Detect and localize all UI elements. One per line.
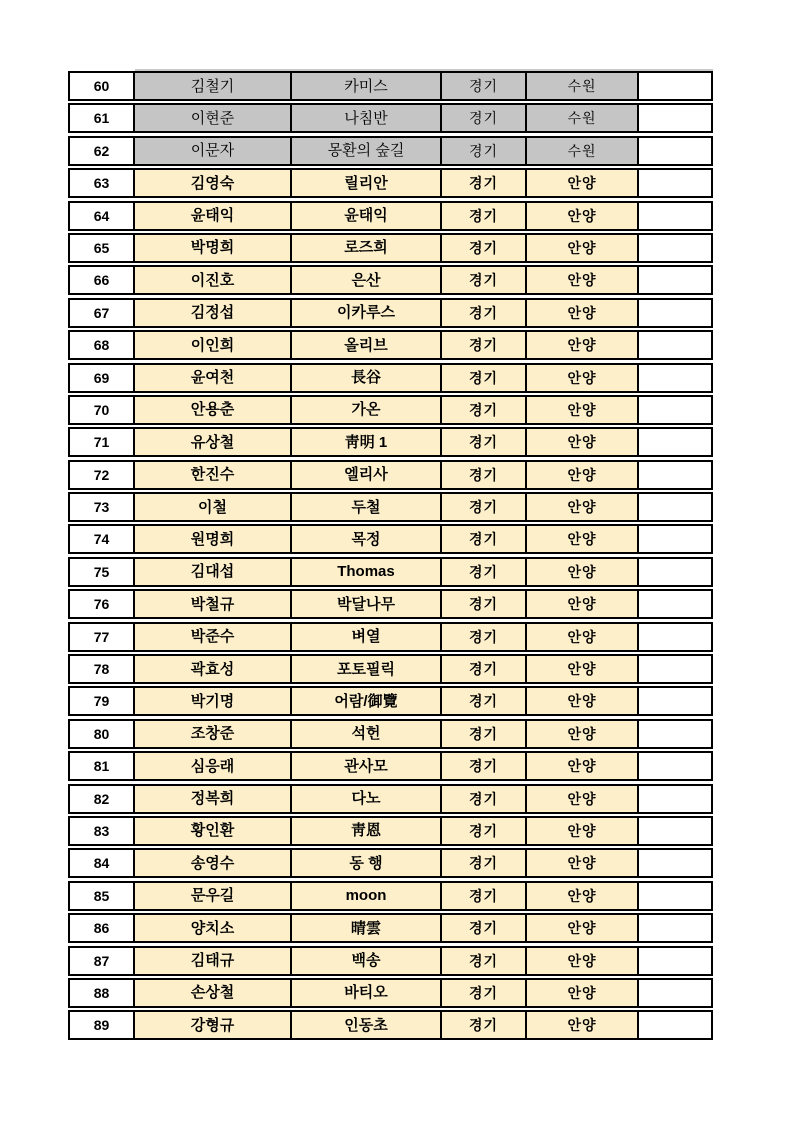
cell-nickname: 晴雲 (290, 913, 440, 943)
cell-note (637, 265, 713, 295)
cell-nickname: 두철 (290, 492, 440, 522)
cell-no: 89 (68, 1010, 133, 1040)
cell-nickname: 가온 (290, 395, 440, 425)
cell-nickname: 靑恩 (290, 816, 440, 846)
cell-note (637, 719, 713, 749)
cell-nickname: 은산 (290, 265, 440, 295)
cell-no: 74 (68, 524, 133, 554)
cell-city: 안양 (525, 363, 637, 393)
cell-no: 66 (68, 265, 133, 295)
cell-nickname: 동 행 (290, 848, 440, 878)
cell-region: 경기 (440, 395, 525, 425)
cell-region: 경기 (440, 524, 525, 554)
cell-no: 81 (68, 751, 133, 781)
cell-note (637, 848, 713, 878)
cell-region: 경기 (440, 848, 525, 878)
cell-name: 조창준 (133, 719, 290, 749)
cell-name: 심응래 (133, 751, 290, 781)
cell-region: 경기 (440, 978, 525, 1008)
cell-name: 박명희 (133, 233, 290, 263)
cell-note (637, 395, 713, 425)
cell-region: 경기 (440, 557, 525, 587)
cell-note (637, 460, 713, 490)
roster-table (68, 71, 713, 1043)
cell-note (637, 978, 713, 1008)
cell-nickname: 로즈희 (290, 233, 440, 263)
cell-nickname: 靑明 1 (290, 427, 440, 457)
cell-city: 수원 (525, 71, 637, 101)
cell-no: 68 (68, 330, 133, 360)
cell-city: 안양 (525, 460, 637, 490)
cell-no: 75 (68, 557, 133, 587)
cell-name: 문우길 (133, 881, 290, 911)
cell-nickname: 인동초 (290, 1010, 440, 1040)
cell-no: 71 (68, 427, 133, 457)
cell-region: 경기 (440, 201, 525, 231)
cell-nickname: 백송 (290, 946, 440, 976)
cell-city: 안양 (525, 524, 637, 554)
cell-city: 안양 (525, 978, 637, 1008)
cell-no: 62 (68, 136, 133, 166)
cell-city: 수원 (525, 136, 637, 166)
cell-note (637, 233, 713, 263)
table-row (68, 848, 713, 878)
cell-name: 박준수 (133, 622, 290, 652)
cell-name: 유상철 (133, 427, 290, 457)
cell-city: 안양 (525, 427, 637, 457)
table-row (68, 201, 713, 231)
cell-region: 경기 (440, 622, 525, 652)
table-row (68, 686, 713, 716)
cell-region: 경기 (440, 816, 525, 846)
cell-note (637, 363, 713, 393)
cell-no: 73 (68, 492, 133, 522)
cell-name: 양치소 (133, 913, 290, 943)
cell-nickname: 박달나무 (290, 589, 440, 619)
cell-region: 경기 (440, 233, 525, 263)
cell-note (637, 784, 713, 814)
cell-nickname: 바티오 (290, 978, 440, 1008)
cell-name: 이철 (133, 492, 290, 522)
cell-city: 안양 (525, 395, 637, 425)
cell-region: 경기 (440, 460, 525, 490)
cell-region: 경기 (440, 751, 525, 781)
cell-city: 안양 (525, 654, 637, 684)
cell-name: 안용춘 (133, 395, 290, 425)
table-row (68, 751, 713, 781)
cell-city: 안양 (525, 751, 637, 781)
cell-city: 안양 (525, 492, 637, 522)
cell-city: 안양 (525, 589, 637, 619)
cell-city: 안양 (525, 946, 637, 976)
cell-name: 정복희 (133, 784, 290, 814)
cell-region: 경기 (440, 330, 525, 360)
cell-region: 경기 (440, 168, 525, 198)
cell-nickname: 관사모 (290, 751, 440, 781)
table-row (68, 103, 713, 133)
cell-note (637, 330, 713, 360)
table-row (68, 136, 713, 166)
cell-note (637, 686, 713, 716)
cell-city: 수원 (525, 103, 637, 133)
cell-no: 85 (68, 881, 133, 911)
table-row (68, 1010, 713, 1040)
cell-city: 안양 (525, 557, 637, 587)
cell-city: 안양 (525, 686, 637, 716)
cell-note (637, 654, 713, 684)
cell-note (637, 751, 713, 781)
cell-region: 경기 (440, 427, 525, 457)
cell-region: 경기 (440, 298, 525, 328)
table-row (68, 492, 713, 522)
cell-nickname: 석헌 (290, 719, 440, 749)
table-row (68, 654, 713, 684)
cell-note (637, 622, 713, 652)
cell-nickname: 목정 (290, 524, 440, 554)
cell-note (637, 71, 713, 101)
cell-name: 김정섭 (133, 298, 290, 328)
cell-no: 77 (68, 622, 133, 652)
cell-region: 경기 (440, 136, 525, 166)
cell-region: 경기 (440, 363, 525, 393)
cell-name: 김대섭 (133, 557, 290, 587)
cell-no: 79 (68, 686, 133, 716)
cell-name: 이문자 (133, 136, 290, 166)
cell-region: 경기 (440, 103, 525, 133)
table-row (68, 816, 713, 846)
table-row (68, 719, 713, 749)
cell-nickname: 몽환의 숲길 (290, 136, 440, 166)
cell-region: 경기 (440, 686, 525, 716)
cell-city: 안양 (525, 784, 637, 814)
cell-name: 송영수 (133, 848, 290, 878)
cell-nickname: 카미스 (290, 71, 440, 101)
cell-no: 70 (68, 395, 133, 425)
cell-name: 김태규 (133, 946, 290, 976)
cell-nickname: 엘리사 (290, 460, 440, 490)
table-row (68, 233, 713, 263)
cell-city: 안양 (525, 913, 637, 943)
cell-region: 경기 (440, 265, 525, 295)
table-row (68, 913, 713, 943)
cell-name: 김영숙 (133, 168, 290, 198)
cell-note (637, 427, 713, 457)
cell-city: 안양 (525, 201, 637, 231)
cell-name: 황인환 (133, 816, 290, 846)
cell-city: 안양 (525, 719, 637, 749)
cell-region: 경기 (440, 1010, 525, 1040)
cell-note (637, 201, 713, 231)
cell-city: 안양 (525, 298, 637, 328)
cell-region: 경기 (440, 784, 525, 814)
cell-note (637, 913, 713, 943)
cell-city: 안양 (525, 168, 637, 198)
cell-name: 한진수 (133, 460, 290, 490)
table-row (68, 363, 713, 393)
table-row (68, 557, 713, 587)
cell-no: 82 (68, 784, 133, 814)
cell-no: 87 (68, 946, 133, 976)
cell-city: 안양 (525, 622, 637, 652)
table-row (68, 524, 713, 554)
table-row (68, 460, 713, 490)
cell-name: 윤여천 (133, 363, 290, 393)
cell-name: 원명희 (133, 524, 290, 554)
table-row (68, 395, 713, 425)
cell-nickname: 어람/御覽 (290, 686, 440, 716)
cell-no: 84 (68, 848, 133, 878)
cell-no: 78 (68, 654, 133, 684)
cell-city: 안양 (525, 265, 637, 295)
cell-nickname: 올리브 (290, 330, 440, 360)
table-row (68, 427, 713, 457)
cell-no: 76 (68, 589, 133, 619)
cell-name: 윤태익 (133, 201, 290, 231)
table-row (68, 265, 713, 295)
cell-no: 80 (68, 719, 133, 749)
cell-nickname: 벼열 (290, 622, 440, 652)
table-row (68, 71, 713, 101)
cell-region: 경기 (440, 881, 525, 911)
cell-city: 안양 (525, 330, 637, 360)
cell-city: 안양 (525, 881, 637, 911)
cell-note (637, 946, 713, 976)
cell-no: 64 (68, 201, 133, 231)
cell-no: 69 (68, 363, 133, 393)
cell-note (637, 816, 713, 846)
cell-name: 이인희 (133, 330, 290, 360)
table-row (68, 589, 713, 619)
cell-city: 안양 (525, 816, 637, 846)
table-row (68, 881, 713, 911)
cell-nickname: 長谷 (290, 363, 440, 393)
cell-city: 안양 (525, 848, 637, 878)
cell-no: 83 (68, 816, 133, 846)
cell-note (637, 298, 713, 328)
cell-no: 72 (68, 460, 133, 490)
cell-city: 안양 (525, 1010, 637, 1040)
table-row (68, 330, 713, 360)
cell-note (637, 557, 713, 587)
table-row (68, 784, 713, 814)
cell-note (637, 103, 713, 133)
cell-note (637, 168, 713, 198)
cell-nickname: 나침반 (290, 103, 440, 133)
cell-city: 안양 (525, 233, 637, 263)
cell-no: 67 (68, 298, 133, 328)
cell-no: 86 (68, 913, 133, 943)
cell-nickname: moon (290, 881, 440, 911)
cell-region: 경기 (440, 654, 525, 684)
cell-region: 경기 (440, 492, 525, 522)
table-row (68, 168, 713, 198)
cell-nickname: 이카루스 (290, 298, 440, 328)
cell-name: 이진호 (133, 265, 290, 295)
cell-region: 경기 (440, 589, 525, 619)
cell-note (637, 136, 713, 166)
cell-no: 61 (68, 103, 133, 133)
cell-note (637, 524, 713, 554)
table-row (68, 978, 713, 1008)
table-row (68, 622, 713, 652)
cell-name: 이현준 (133, 103, 290, 133)
cell-region: 경기 (440, 946, 525, 976)
cell-no: 60 (68, 71, 133, 101)
cell-note (637, 881, 713, 911)
cell-note (637, 492, 713, 522)
cell-no: 63 (68, 168, 133, 198)
cell-nickname: 다노 (290, 784, 440, 814)
cell-name: 김철기 (133, 71, 290, 101)
table-row (68, 298, 713, 328)
cell-nickname: 포토필릭 (290, 654, 440, 684)
cell-nickname: Thomas (290, 557, 440, 587)
cell-nickname: 릴리안 (290, 168, 440, 198)
cell-note (637, 1010, 713, 1040)
cell-nickname: 윤태익 (290, 201, 440, 231)
table-row (68, 946, 713, 976)
cell-no: 88 (68, 978, 133, 1008)
cell-name: 강형규 (133, 1010, 290, 1040)
cell-name: 박철규 (133, 589, 290, 619)
cell-name: 박기명 (133, 686, 290, 716)
cell-region: 경기 (440, 913, 525, 943)
cell-region: 경기 (440, 719, 525, 749)
cell-note (637, 589, 713, 619)
cell-region: 경기 (440, 71, 525, 101)
cell-name: 손상철 (133, 978, 290, 1008)
cell-no: 65 (68, 233, 133, 263)
cell-name: 곽효성 (133, 654, 290, 684)
